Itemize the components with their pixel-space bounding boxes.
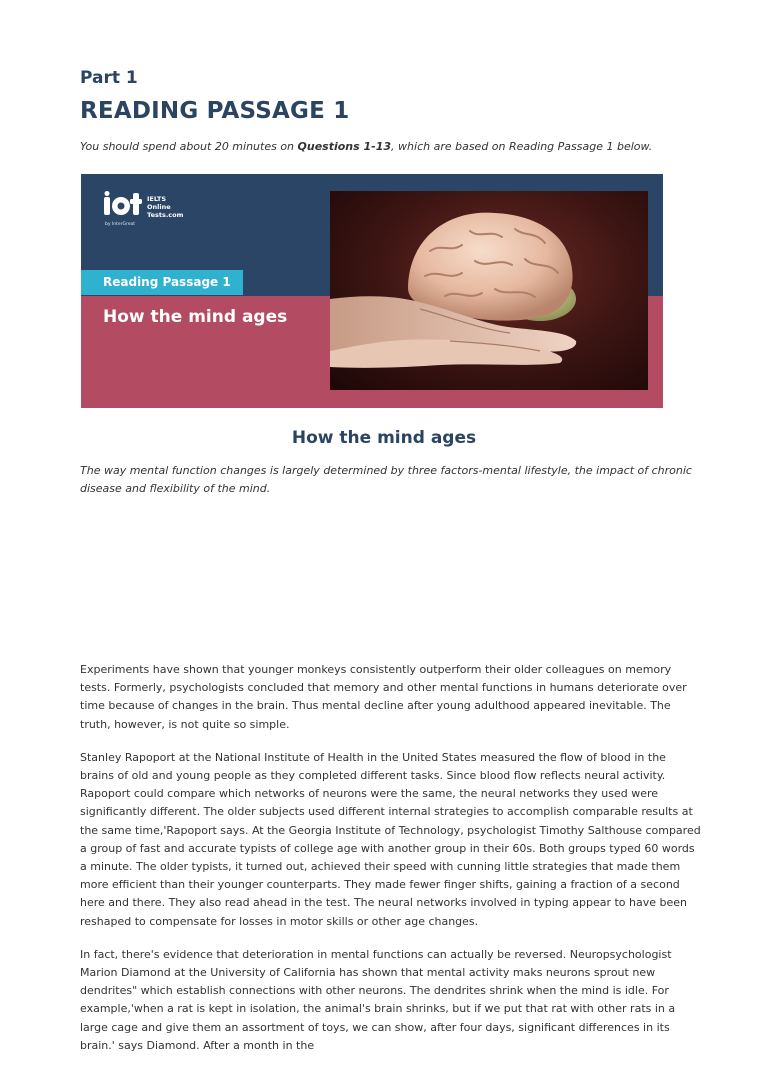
part-label: Part 1 [80, 68, 138, 88]
iot-logo-mark-icon [103, 191, 145, 223]
logo-wordmark [147, 195, 183, 219]
instruction-text [80, 140, 700, 153]
article-paragraph-1: Experiments have shown that younger monkeys consistently outperform their older colleagues on memory tests. Formerly, psychologists concluded that memory and other mental functions in humans deteriorate over time because of changes in the brain. Thus mental decline after young adulthood appeared inevitable. The truth, however, is not quite so simple. [80, 663, 687, 731]
logo-line-3: Tests.com [147, 211, 184, 219]
brain-model-illustration-icon [330, 191, 648, 390]
instruction-pre: You should spend about 20 minutes on [80, 140, 298, 153]
banner-heading: How the mind ages [103, 307, 288, 327]
article-subtitle: The way mental function changes is largely determined by three factors-mental lifestyle, the impact of chronic disease and flexibility of the mind. [80, 464, 692, 495]
ielts-online-tests-logo [103, 191, 193, 231]
logo-byline: by InterGreat [105, 222, 136, 227]
article-paragraph-2: Stanley Rapoport at the National Institute of Health in the United States measured the flow of blood in the brains of old and young people as they completed different tasks. Since blood flow reflects neural activity. Rapoport could compare which networks of neurons were the same, the neural networks they used were significantly different. The older subjects used different internal strategies to accomplish comparable results at the same time,'Rapoport says. At the Georgia Institute of Technology, psychologist Timothy Salthouse compared a group of fast and accurate typists of college age with another group in their 60s. Both groups typed 60 words a minute. The older typists, it turned out, achieved their speed with cunning little strategies that made them more efficient than their younger counterparts. They made fewer finger shifts, gaining a fraction of a second here and there. They also read ahead in the test. The neural networks involved in typing appear to have been reshaped to compensate for losses in motor skills or other age changes. [80, 750, 701, 928]
passage-banner [81, 174, 663, 408]
banner-passage-tag: Reading Passage 1 [81, 270, 243, 295]
instruction-questions: Questions 1-13 [297, 140, 392, 153]
logo-line-1: IELTS [147, 195, 167, 203]
brain-in-hands-photo [330, 191, 648, 390]
article-paragraph-3: In fact, there's evidence that deterioration in mental functions can actually be reversed. Neuropsychologist Marion Diamond at the University of California has shown that mental activity maks neurons sprout new dendrites" which establish connections with other neurons. The dendrites shrink when the mind is idle. For example,'when a rat is kept in isolation, the animal's brain shrinks, but if we put that rat with other rats in a large cage and give them an assortment of toys, we can show, after four days, significant differences in its brain.' says Diamond. After a month in the [80, 947, 676, 1052]
article-body [80, 661, 702, 1070]
article-title: How the mind ages [291, 428, 477, 448]
logo-line-2: Online [147, 203, 171, 211]
page-title: READING PASSAGE 1 [80, 98, 350, 124]
instruction-post: , which are based on Reading Passage 1 below. [391, 140, 653, 153]
